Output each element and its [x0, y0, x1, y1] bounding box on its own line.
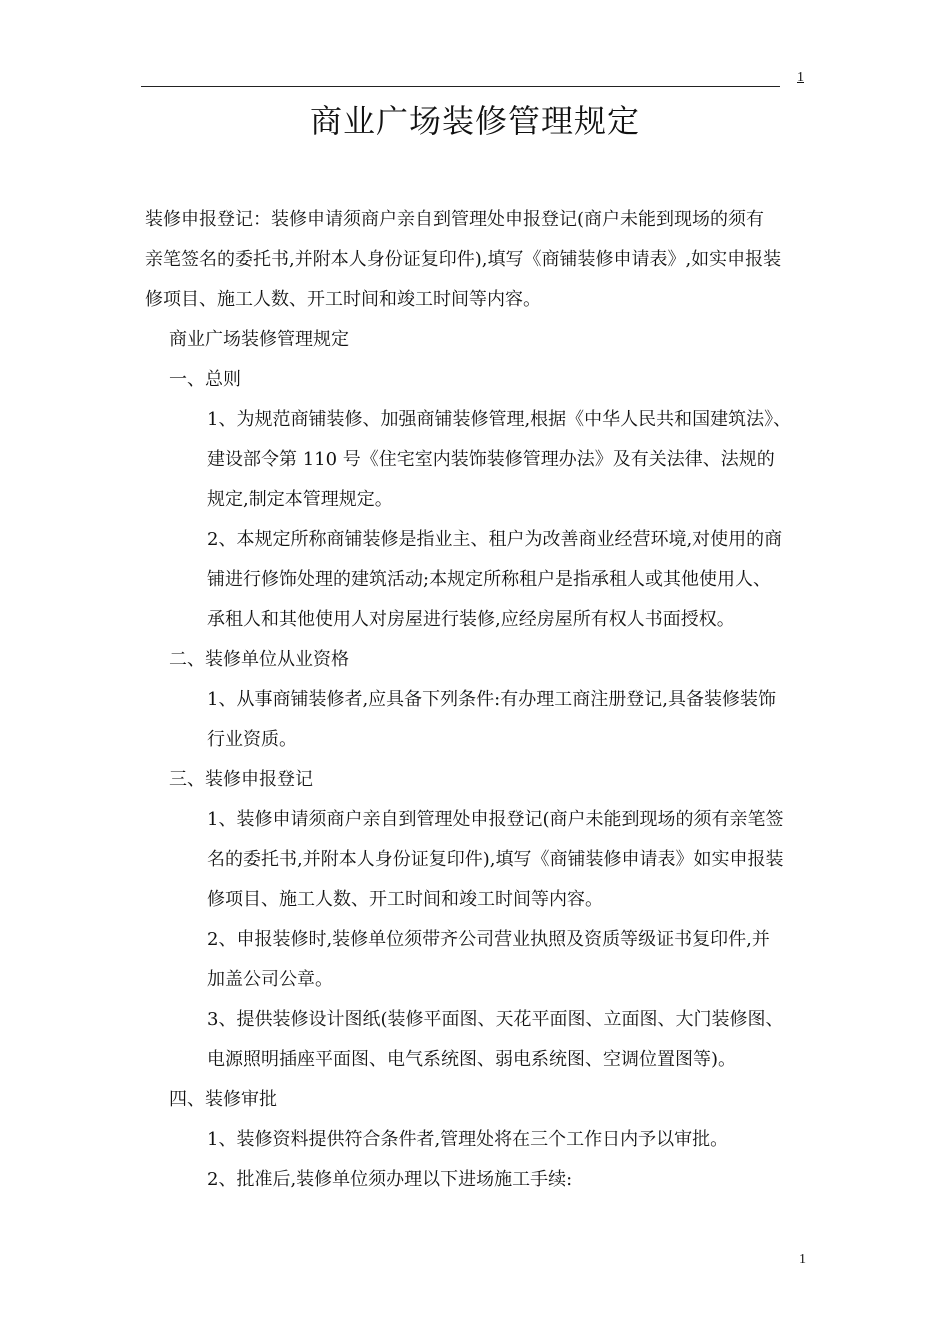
body-line: 加盖公司公章。: [207, 969, 333, 990]
body-line: 亲笔签名的委托书,并附本人身份证复印件),填写《商铺装修申请表》,如实申报装: [145, 249, 782, 270]
body-line: 1、为规范商铺装修、加强商铺装修管理,根据《中华人民共和国建筑法》、: [207, 409, 792, 430]
body-line: 商业广场装修管理规定: [169, 329, 349, 350]
body-line: 1、从事商铺装修者,应具备下列条件:有办理工商注册登记,具备装修装饰: [207, 689, 776, 710]
body-line: 建设部令第 110 号《住宅室内装饰装修管理办法》及有关法律、法规的: [207, 449, 775, 470]
body-line: 三、装修申报登记: [169, 769, 313, 790]
body-line: 2、批准后,装修单位须办理以下进场施工手续:: [207, 1169, 573, 1190]
body-line: 一、总则: [169, 369, 241, 390]
body-line: 3、提供装修设计图纸(装修平面图、天花平面图、立面图、大门装修图、: [207, 1009, 784, 1030]
body-line: 四、装修审批: [169, 1089, 277, 1110]
body-line: 2、申报装修时,装修单位须带齐公司营业执照及资质等级证书复印件,并: [207, 929, 770, 950]
header-page-number: 1: [797, 70, 804, 85]
body-line: 修项目、施工人数、开工时间和竣工时间等内容。: [145, 289, 541, 310]
footer-page-number: 1: [799, 1252, 806, 1267]
header-rule: [141, 86, 780, 87]
body-line: 2、本规定所称商铺装修是指业主、租户为改善商业经营环境,对使用的商: [207, 529, 783, 550]
document-title: 商业广场装修管理规定: [309, 102, 640, 140]
body-line: 1、装修申请须商户亲自到管理处申报登记(商户未能到现场的须有亲笔签: [207, 809, 784, 830]
body-line: 1、装修资料提供符合条件者,管理处将在三个工作日内予以审批。: [207, 1129, 729, 1150]
body-line: 修项目、施工人数、开工时间和竣工时间等内容。: [207, 889, 603, 910]
body-line: 铺进行修饰处理的建筑活动;本规定所称租户是指承租人或其他使用人、: [207, 569, 772, 590]
body-line: 规定,制定本管理规定。: [207, 489, 393, 510]
body-line: 二、装修单位从业资格: [169, 649, 349, 670]
body-line: 装修申报登记：装修申请须商户亲自到管理处申报登记(商户未能到现场的须有: [145, 209, 765, 230]
body-line: 行业资质。: [207, 729, 297, 750]
body-line: 电源照明插座平面图、电气系统图、弱电系统图、空调位置图等)。: [207, 1049, 737, 1070]
body-line: 承租人和其他使用人对房屋进行装修,应经房屋所有权人书面授权。: [207, 609, 735, 630]
document-body: [145, 200, 810, 1200]
body-line: 名的委托书,并附本人身份证复印件),填写《商铺装修申请表》如实申报装: [207, 849, 784, 870]
